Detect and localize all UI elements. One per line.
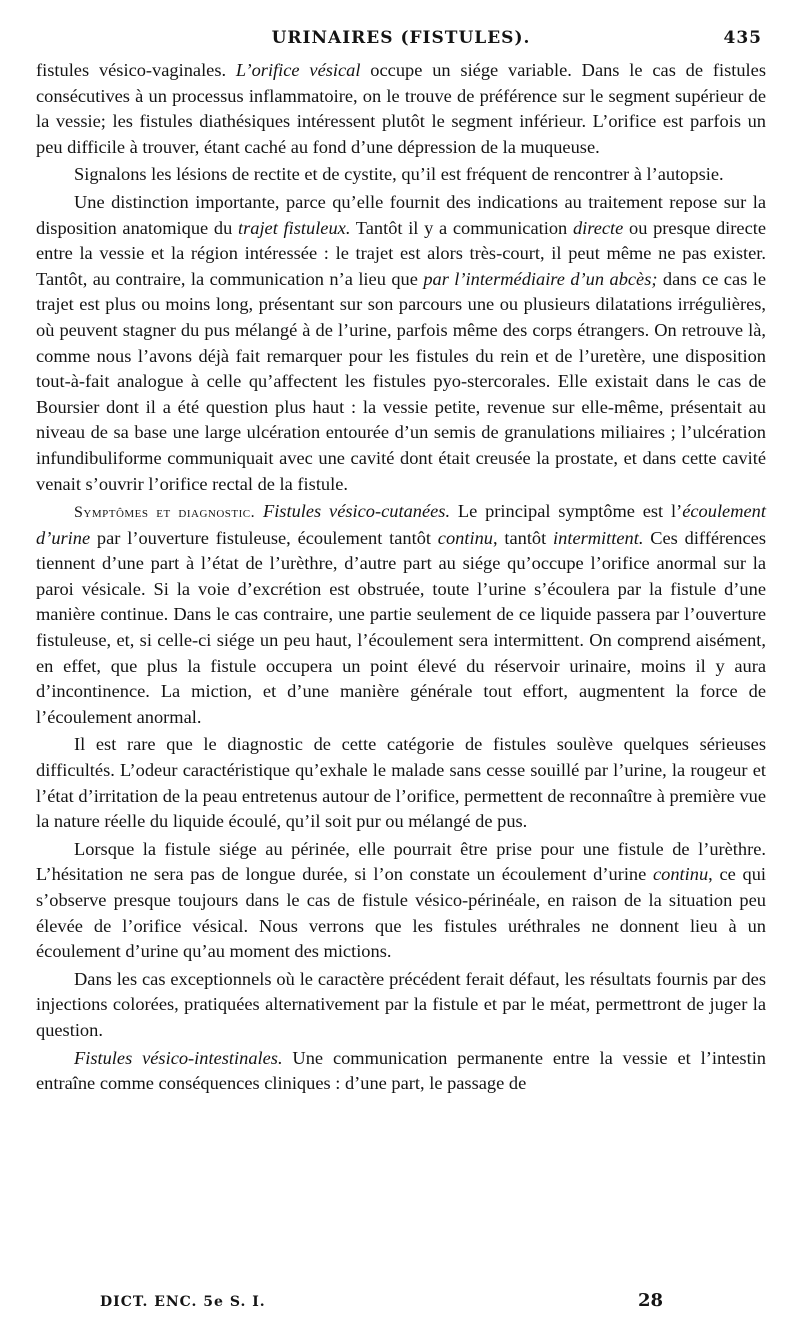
paragraph-3-text-b: Tantôt il y a communication — [350, 217, 573, 238]
volume-signature: DICT. ENC. 5e S. I. — [100, 1294, 266, 1310]
section-heading-symptomes: Symptômes et diagnostic. — [74, 504, 256, 522]
paragraph-6-text-b: , ce qui s’observe presque toujours dans le cas de fistule vésico-périnéale, en raison de la situation peu élevée de l’orifice vésical. Nous verrons que les fistules uréthrales ne donnent lieu à un écoulement d’urine qu’au moment des mictions. — [36, 864, 766, 962]
paragraph-3-italic-b: directe — [572, 217, 624, 238]
sheet-number: 28 — [638, 1290, 664, 1311]
paragraph-4-space — [255, 501, 263, 521]
paragraph-1-italic-a: L’orifice vésical — [235, 60, 361, 80]
paragraph-4-text-a: Le principal symptôme est l’ — [450, 501, 683, 522]
subheading-vesico-cutanees: Fistules vésico-cutanées. — [262, 501, 451, 522]
paragraph-4-text-b: par l’ouverture fistuleuse, écoulement tantôt — [90, 527, 438, 548]
paragraph-4-text-d: Ces différences tiennent d’une part à l’état de l’urèthre, d’autre part au siége qu’occupe l’orifice anormal sur la paroi vésicale. Si la voie d’excrétion est obstruée, toute l’urine s’écoulera par la fistule d’une manière continue. Dans le cas contraire, une partie seulement de ce liquide passera par l’ouverture fistuleuse, et, si celle-ci siége un peu haut, l’écoulement sera intermittent. On comprend aisément, en effet, que plus la fistule occupera un point élevé du réservoir urinaire, moins il y aura d’incontinence. La miction, et d’une manière générale tout effort, augmentent la force de l’écoulement anormal. — [36, 527, 766, 727]
page-footer — [100, 1290, 700, 1314]
subheading-vesico-intestinales: Fistules vésico-intestinales. — [74, 1047, 283, 1068]
paragraph-3 — [36, 190, 766, 497]
paragraph-4-italic-a: écoulement d’urine — [36, 501, 766, 548]
paragraph-6 — [36, 837, 766, 965]
page-number: 435 — [723, 28, 762, 48]
paragraph-8-text-a: Une communication permanente entre la vessie et l’intestin entraîne comme conséquences cliniques : d’une part, le passage de — [36, 1047, 766, 1094]
page-body — [36, 58, 766, 1097]
book-page — [36, 22, 766, 1097]
paragraph-1-text-a: fistules vésico-vaginales. — [36, 60, 236, 80]
paragraph-5: Il est rare que le diagnostic de cette catégorie de fistules soulève quelques sérieuses difficultés. L’odeur caractéristique qu’exhale le malade sans cesse souillé par l’urine, la rougeur et l’état d’irritation de la peau entretenus autour de l’orifice, permettent de reconnaître à première vue la nature réelle du liquide écoulé, qu’il soit pur ou mélangé de pus. — [36, 734, 766, 832]
paragraph-3-italic-c: par l’intermédiaire d’un abcès; — [423, 268, 658, 289]
paragraph-3-text-a: Une distinction importante, parce qu’elle fournit des indications au traitement repose sur la disposition anatomique du — [36, 191, 766, 238]
paragraph-4-text-c: , tantôt — [492, 527, 554, 548]
paragraph-8 — [36, 1046, 766, 1097]
paragraph-6-text-a: Lorsque la fistule siége au périnée, elle pourrait être prise pour une fistule de l’urèthre. L’hésitation ne sera pas de longue durée, si l’on constate un écoulement d’urine — [36, 838, 766, 885]
paragraph-2: Signalons les lésions de rectite et de cystite, qu’il est fréquent de rencontrer à l’autopsie. — [74, 164, 724, 185]
paragraph-3-italic-a: trajet fistuleux. — [237, 217, 351, 238]
paragraph-1 — [36, 58, 766, 160]
paragraph-6-italic-a: continu — [653, 864, 709, 885]
paragraph-4-italic-c: intermittent. — [553, 527, 644, 548]
paragraph-3-text-d: dans ce cas le trajet est plus ou moins long, présentant sur son parcours une ou plusieurs dilatations irrégulières, où peuvent stagner du pus mélangé à de l’urine, parfois même des corps étrangers. On retrouve là, comme nous l’avons déjà fait remarquer pour les fistules du rein et de l’uretère, une disposition tout-à-fait analogue à celle qu’affectent les fistules pyo-stercorales. Elle existait dans le cas de Boursier dont il a été question plus haut : la vessie petite, revenue sur elle-même, présentait au niveau de sa base une large ulcération entourée d’un semis de granulations miliaires ; l’ulcération infundibuliforme communiquait avec une cavité dont était creusée la prostate, et dans cette cavité venait s’ouvrir l’orifice rectal de la fistule. — [36, 268, 766, 494]
paragraph-4-italic-b: continu — [437, 527, 493, 548]
paragraph-3-text-c: ou presque directe entre la vessie et la région intéressée : le trajet est alors très-court, il peut même ne pas exister. Tantôt, au contraire, la communication n’a lieu que — [36, 217, 766, 289]
running-title: URINAIRES (FISTULES). — [271, 28, 531, 48]
paragraph-7: Dans les cas exceptionnels où le caractère précédent ferait défaut, les résultats fournis par des injections colorées, pratiquées alternativement par la fistule et par le méat, permettront de juger la question. — [36, 968, 766, 1040]
paragraph-4 — [36, 499, 766, 730]
paragraph-1-text-b: occupe un siége variable. Dans le cas de fistules consécutives à un processus inflammatoire, on le trouve de préférence sur le segment supérieur de la vessie; les fistules diathésiques intéressent plutôt le segment inférieur. L’orifice est parfois un peu difficile à trouver, étant caché au fond d’une dépression de la muqueuse. — [36, 60, 766, 157]
running-header — [36, 22, 766, 58]
